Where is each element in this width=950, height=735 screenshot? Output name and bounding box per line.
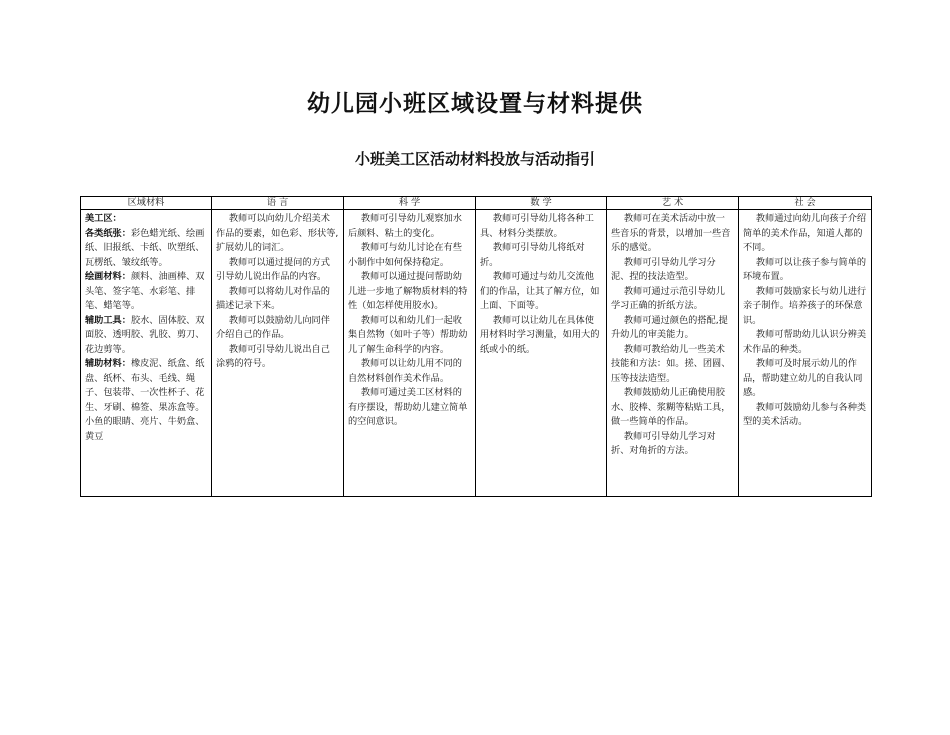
header-society: 社 会 xyxy=(739,197,872,210)
activity-table xyxy=(80,196,872,497)
material-label: 辅助工具： xyxy=(85,314,131,326)
guide-item: 教师可鼓励幼儿参与各种类型的美术活动。 xyxy=(743,401,867,427)
header-materials: 区域材料 xyxy=(81,197,212,210)
guide-item: 教师可通过美工区材料的有序摆设，帮助幼儿建立简单的空间意识。 xyxy=(348,387,468,427)
material-text: 橡皮泥、纸盒、纸盘、纸杯、布头、毛线、绳子、包装带、一次性杯子、花生、牙刷、棉签、果冻盒等。 xyxy=(85,358,205,413)
science-cell xyxy=(344,210,476,497)
guide-item: 教师可以通过提问帮助幼儿进一步地了解物质材料的特性（如怎样使用胶水)。 xyxy=(348,271,468,311)
material-item xyxy=(85,270,207,314)
guide-item: 教师可引导幼儿学习分泥、捏的技法造型。 xyxy=(611,256,716,282)
guide-item: 教师鼓励幼儿正确使用胶水、胶棒、浆糊等粘贴工具，做一些简单的作品。 xyxy=(611,387,731,427)
art-cell xyxy=(607,210,739,497)
page-subtitle: 小班美工区活动材料投放与活动指引 xyxy=(354,150,595,168)
guide-item: 教师可教给幼儿一些美术技能和方法：如。搓、团圆、压等技法造型。 xyxy=(611,343,731,384)
guide-item: 教师可在美术活动中放一些音乐的背景，以增加一些音乐的感觉。 xyxy=(611,213,731,253)
area-label: 美工区： xyxy=(85,213,122,224)
material-item xyxy=(85,357,207,415)
guide-item: 教师可鼓励家长与幼儿进行亲子制作。培养孩子的环保意识。 xyxy=(743,285,867,326)
header-science: 科 学 xyxy=(344,197,476,210)
math-cell xyxy=(476,210,607,497)
guide-item: 教师可通过与幼儿交流他们的作品，让其了解方位，如上面、下面等。 xyxy=(480,271,600,311)
guide-item: 教师可通过颜色的搭配,提升幼儿的审美能力。 xyxy=(611,314,728,340)
guide-item: 教师可以将幼儿对作品的描述记录下来。 xyxy=(216,285,330,311)
header-math: 数 学 xyxy=(476,197,607,210)
guide-item: 教师可帮助幼儿认识分辨美术作品的种类。 xyxy=(743,329,867,355)
material-text: 颜料、油画棒、双头笔、签字笔、水彩笔、排笔、蜡笔等。 xyxy=(85,271,205,311)
guide-item: 教师可以让孩子参与简单的环境布置。 xyxy=(743,256,867,282)
material-label: 绘画材料： xyxy=(85,271,131,282)
guide-item: 教师可及时展示幼儿的作品，帮助建立幼儿的自我认同感。 xyxy=(743,358,863,398)
materials-cell xyxy=(81,210,212,497)
guide-item: 教师可以向幼儿介绍美术作品的要素，如色彩、形状等,扩展幼儿的词汇。 xyxy=(216,213,339,253)
guide-item: 教师可通过示范引导幼儿学习正确的折纸方法。 xyxy=(611,285,725,311)
society-cell xyxy=(739,210,872,497)
header-language: 语 言 xyxy=(212,197,344,210)
guide-item: 教师可以鼓励幼儿向同伴介绍自己的作品。 xyxy=(216,314,330,340)
material-text: 彩色蜡光纸、绘画纸、旧报纸、卡纸、吹塑纸、瓦楞纸、皱纹纸等。 xyxy=(85,227,205,268)
guide-item: 教师可与幼儿讨论在有些小制作中如何保持稳定。 xyxy=(348,242,462,268)
material-text: 胶水、固体胶、双面胶、透明胶、乳胶、剪刀、花边剪等。 xyxy=(85,314,205,355)
guide-item: 教师可以让幼儿在具体使用材料时学习测量，如用大的纸或小的纸。 xyxy=(480,314,600,355)
table-header-row xyxy=(81,197,872,210)
page-title: 幼儿园小班区域设置与材料提供 xyxy=(307,91,643,117)
material-label: 各类纸张： xyxy=(85,227,131,239)
guide-item: 教师可引导幼儿观察加水后颜料、粘土的变化。 xyxy=(348,213,462,239)
guide-item: 教师可以和幼儿们一起收集自然物（如叶子等）帮助幼儿了解生命科学的内容。 xyxy=(348,314,468,355)
guide-item: 教师可引导幼儿学习对折、对角折的方法。 xyxy=(611,430,716,456)
material-extra: 小鱼的眼睛、亮片、牛奶盒、黄豆 xyxy=(85,416,205,442)
table-row xyxy=(81,210,872,497)
material-item xyxy=(85,227,207,271)
guide-item: 教师可以让幼儿用不同的自然材料创作美术作品。 xyxy=(348,358,462,384)
material-label: 辅助材料： xyxy=(85,358,131,369)
guide-item: 教师可以通过提问的方式引导幼儿说出作品的内容。 xyxy=(216,256,330,282)
language-cell xyxy=(212,210,344,497)
guide-item: 教师通过向幼儿向孩子介绍简单的美术作品，知道人都的不同。 xyxy=(743,213,867,253)
header-art: 艺 术 xyxy=(607,197,739,210)
guide-item: 教师可引导幼儿将各种工具、材料分类摆放。 xyxy=(480,213,594,239)
guide-item: 教师可引导幼儿说出自己涂鸦的符号。 xyxy=(216,343,330,369)
material-item xyxy=(85,314,207,358)
guide-item: 教师可引导幼儿将纸对折。 xyxy=(480,242,585,268)
